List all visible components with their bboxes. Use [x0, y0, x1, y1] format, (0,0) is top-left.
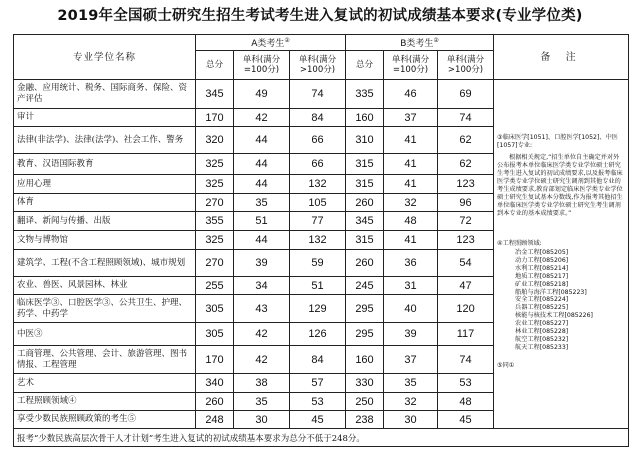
score-a-single-100: 42	[234, 323, 290, 346]
score-b-single-100: 37	[384, 346, 438, 374]
score-a-single-over-100: 59	[290, 250, 346, 277]
score-b-total: 260	[346, 250, 384, 277]
header-group-a: A类考生②	[196, 35, 346, 51]
engineering-fields-list	[497, 249, 625, 352]
score-a-total: 248	[196, 411, 234, 429]
score-a-single-over-100: 84	[290, 346, 346, 374]
score-b-single-over-100: 120	[438, 295, 494, 323]
score-b-total: 315	[346, 154, 384, 175]
score-a-single-over-100: 84	[290, 109, 346, 127]
score-b-total: 310	[346, 127, 384, 154]
score-a-single-over-100: 126	[290, 323, 346, 346]
list-item: 林业工程[085228]	[515, 328, 569, 336]
score-a-single-100: 42	[234, 109, 290, 127]
score-b-single-100: 41	[384, 175, 438, 194]
header-b-total: 总分	[346, 51, 384, 80]
header-a-single-over-100: 单科(满分>100分)	[290, 51, 346, 80]
score-b-single-100: 35	[384, 374, 438, 393]
score-a-single-over-100: 132	[290, 231, 346, 250]
score-a-single-over-100: 74	[290, 80, 346, 109]
header-b-single-100: 单科(满分=100分)	[384, 51, 438, 80]
score-a-total: 305	[196, 295, 234, 323]
score-b-single-over-100: 53	[438, 374, 494, 393]
score-b-total: 345	[346, 212, 384, 231]
header-major: 专业学位名称	[14, 35, 196, 80]
score-b-total: 335	[346, 80, 384, 109]
score-a-total: 260	[196, 393, 234, 411]
score-a-single-over-100: 66	[290, 127, 346, 154]
list-item: 兵器工程[085225]	[515, 304, 569, 312]
score-a-single-100: 44	[234, 154, 290, 175]
major-name: 享受少数民族照顾政策的考生⑤	[14, 411, 196, 429]
score-b-single-100: 41	[384, 127, 438, 154]
score-a-total: 355	[196, 212, 234, 231]
score-a-single-over-100: 51	[290, 277, 346, 295]
score-b-total: 160	[346, 109, 384, 127]
list-item: 农业工程[085227]	[515, 320, 569, 328]
score-a-single-100: 42	[234, 346, 290, 374]
score-a-single-over-100: 53	[290, 393, 346, 411]
score-b-single-100: 30	[384, 411, 438, 429]
score-a-total: 170	[196, 346, 234, 374]
score-a-single-over-100: 105	[290, 194, 346, 212]
major-name: 临床医学③、口腔医学③、公共卫生、护理、药学、中药学	[14, 295, 196, 323]
major-name: 艺术	[14, 374, 196, 393]
score-a-single-100: 39	[234, 250, 290, 277]
score-a-total: 340	[196, 374, 234, 393]
list-item: 动力工程[085206]	[515, 256, 569, 264]
list-item: 水利工程[085214]	[515, 264, 569, 272]
score-b-total: 250	[346, 393, 384, 411]
score-a-single-100: 44	[234, 127, 290, 154]
major-name: 体育	[14, 194, 196, 212]
score-a-total: 345	[196, 80, 234, 109]
score-b-single-over-100: 69	[438, 80, 494, 109]
score-a-single-100: 30	[234, 411, 290, 429]
score-b-single-over-100: 117	[438, 323, 494, 346]
note-4-title: ④工程照顾领域:	[497, 240, 542, 247]
score-b-total: 238	[346, 411, 384, 429]
major-name: 工商管理、公共管理、会计、旅游管理、图书情报、工程管理	[14, 346, 196, 374]
list-item: 船舶与海洋工程[085223]	[515, 288, 587, 296]
score-a-single-over-100: 129	[290, 295, 346, 323]
list-item: 航空工程[085232]	[515, 335, 569, 343]
header-group-b: B类考生②	[346, 35, 494, 51]
score-b-single-100: 41	[384, 154, 438, 175]
score-b-single-over-100: 72	[438, 212, 494, 231]
score-b-total: 245	[346, 277, 384, 295]
score-a-single-100: 43	[234, 295, 290, 323]
score-a-total: 255	[196, 277, 234, 295]
footer-row	[14, 429, 629, 447]
score-a-total: 270	[196, 250, 234, 277]
score-b-total: 160	[346, 346, 384, 374]
major-name: 农业、兽医、风景园林、林业	[14, 277, 196, 295]
score-a-single-over-100: 66	[290, 154, 346, 175]
score-b-single-over-100: 45	[438, 411, 494, 429]
score-b-single-over-100: 96	[438, 194, 494, 212]
list-item: 矿业工程[085218]	[515, 280, 569, 288]
score-b-single-100: 39	[384, 323, 438, 346]
footer-note: 报考“少数民族高层次骨干人才计划”考生进入复试的初试成绩基本要求为总分不低于248分。	[14, 429, 629, 447]
table-body	[14, 80, 629, 447]
score-a-single-over-100: 45	[290, 411, 346, 429]
score-b-single-over-100: 54	[438, 250, 494, 277]
score-b-total: 315	[346, 175, 384, 194]
score-a-single-100: 35	[234, 393, 290, 411]
score-a-single-100: 51	[234, 212, 290, 231]
remarks-notes	[494, 80, 629, 429]
score-b-total: 315	[346, 231, 384, 250]
score-b-single-over-100: 47	[438, 277, 494, 295]
note-3-body: 根据相关规定,“招生单位自主确定并对外公布报考本单位临床医学类专业学位硕士研究生考生进入复试的初试成绩要求,以及报考临床医学类专业学位硕士研究生调剂到其他专业的考生成绩要求,教育部划定临床医学类专业学位硕士研究生复试基本分数线,作为报考其他招生单位临床医学类专业学位硕士研究生考生调剂到本专业的基本成绩要求。”	[497, 154, 623, 217]
score-b-single-100: 37	[384, 109, 438, 127]
header-b-single-over-100: 单科(满分>100分)	[438, 51, 494, 80]
score-a-single-100: 35	[234, 194, 290, 212]
major-name: 文物与博物馆	[14, 231, 196, 250]
major-name: 金融、应用统计、税务、国际商务、保险、资产评估	[14, 80, 196, 109]
score-b-single-over-100: 74	[438, 346, 494, 374]
score-a-total: 325	[196, 175, 234, 194]
score-a-total: 325	[196, 154, 234, 175]
header-a-total: 总分	[196, 51, 234, 80]
score-a-single-100: 44	[234, 175, 290, 194]
major-name: 工程照顾领域④	[14, 393, 196, 411]
list-item: 冶金工程[085205]	[515, 249, 569, 256]
score-b-single-100: 48	[384, 212, 438, 231]
score-a-single-over-100: 77	[290, 212, 346, 231]
score-b-total: 330	[346, 374, 384, 393]
note-5: ⑤同①	[497, 361, 515, 369]
major-name: 审计	[14, 109, 196, 127]
score-a-total: 325	[196, 231, 234, 250]
score-b-single-100: 46	[384, 80, 438, 109]
table-row	[14, 80, 629, 109]
score-a-total: 305	[196, 323, 234, 346]
major-name: 翻译、新闻与传播、出版	[14, 212, 196, 231]
score-b-single-over-100: 62	[438, 154, 494, 175]
score-a-single-over-100: 132	[290, 175, 346, 194]
score-b-single-100: 41	[384, 231, 438, 250]
list-item: 航天工程[085233]	[515, 343, 569, 351]
score-a-single-100: 38	[234, 374, 290, 393]
score-b-single-over-100: 123	[438, 231, 494, 250]
score-b-single-over-100: 123	[438, 175, 494, 194]
score-a-single-100: 34	[234, 277, 290, 295]
score-b-total: 260	[346, 194, 384, 212]
list-item: 地质工程[085217]	[515, 272, 569, 280]
score-a-single-100: 44	[234, 231, 290, 250]
score-requirements-table	[13, 34, 629, 447]
score-a-total: 270	[196, 194, 234, 212]
score-a-single-100: 49	[234, 80, 290, 109]
score-b-total: 295	[346, 323, 384, 346]
score-a-total: 170	[196, 109, 234, 127]
score-b-single-over-100: 62	[438, 127, 494, 154]
major-name: 中医③	[14, 323, 196, 346]
major-name: 应用心理	[14, 175, 196, 194]
list-item: 核能与核技术工程[085226]	[515, 312, 593, 320]
score-b-single-100: 32	[384, 393, 438, 411]
score-b-single-100: 32	[384, 194, 438, 212]
score-b-single-over-100: 48	[438, 393, 494, 411]
page-title: 2019年全国硕士研究生招生考试考生进入复试的初试成绩基本要求(专业学位类)	[57, 8, 583, 24]
header-a-single-100: 单科(满分=100分)	[234, 51, 290, 80]
major-name: 法律(非法学)、法律(法学)、社会工作、警务	[14, 127, 196, 154]
score-b-single-100: 36	[384, 250, 438, 277]
major-name: 教育、汉语国际教育	[14, 154, 196, 175]
list-item: 安全工程[085224]	[515, 296, 569, 304]
note-3-title: ③临床医学[1051]、口腔医学[1052]、中医[1057]专业:	[497, 134, 618, 149]
score-b-total: 295	[346, 295, 384, 323]
score-b-single-100: 31	[384, 277, 438, 295]
header-remarks: 备 注	[494, 35, 629, 80]
score-a-total: 320	[196, 127, 234, 154]
score-b-single-over-100: 74	[438, 109, 494, 127]
score-a-single-over-100: 57	[290, 374, 346, 393]
major-name: 建筑学、工程(不含工程照顾领域)、城市规划	[14, 250, 196, 277]
score-b-single-100: 40	[384, 295, 438, 323]
